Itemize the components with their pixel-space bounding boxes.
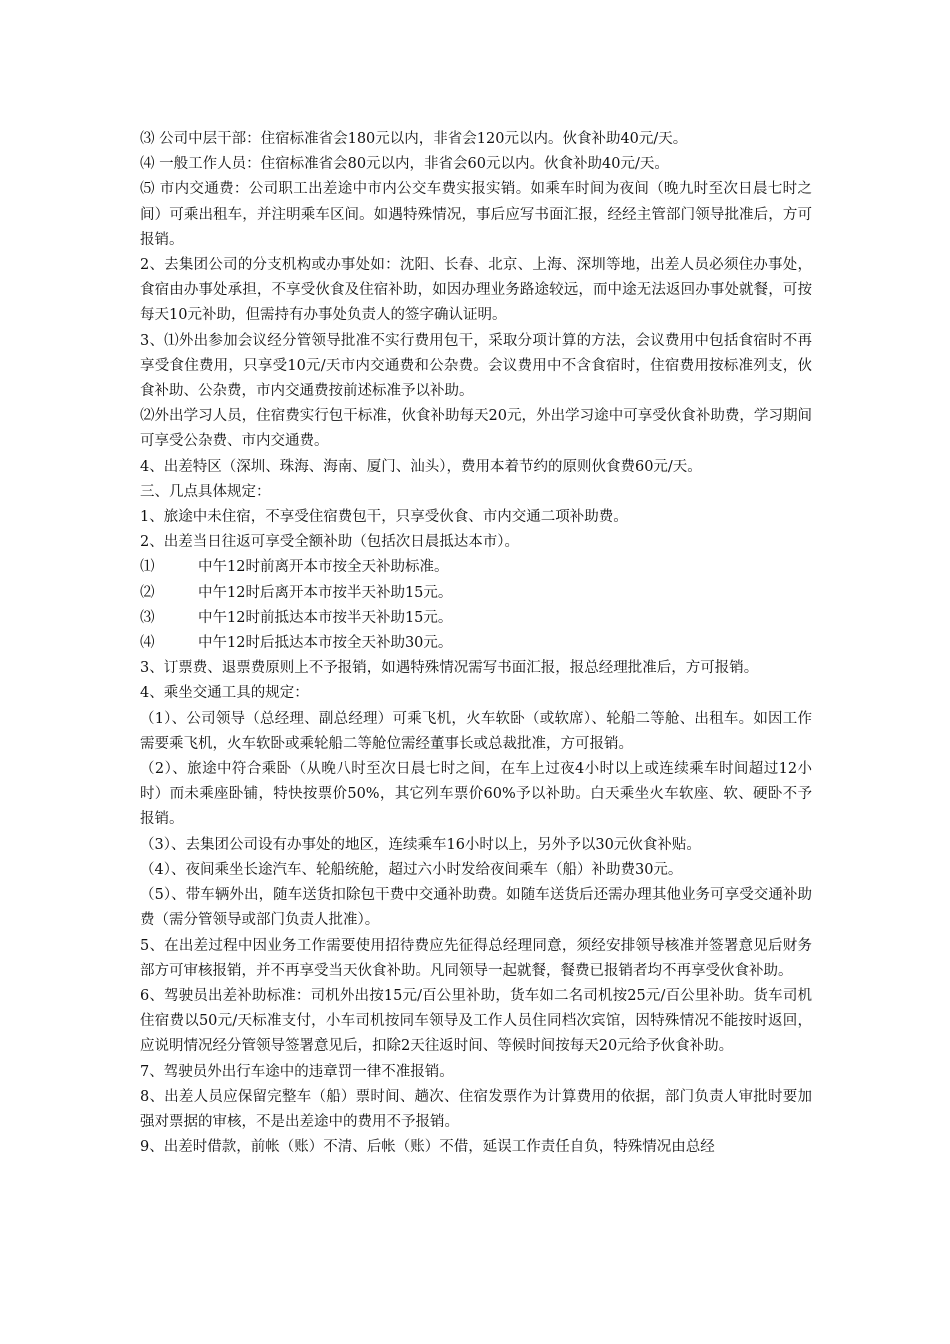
paragraph: 4、出差特区（深圳、珠海、海南、厦门、汕头），费用本着节约的原则伙食费60元/天。: [140, 458, 702, 475]
list-item-text: 中午12时后离开本市按半天补助15元。: [198, 584, 453, 601]
list-item-number: ⑵: [140, 584, 155, 601]
list-item: [140, 631, 812, 656]
paragraph: 1、旅途中未住宿，不享受住宿费包干，只享受伙食、市内交通二项补助费。: [140, 509, 628, 526]
list-item-text: 中午12时前离开本市按全天补助标准。: [198, 559, 449, 576]
paragraph: 3、订票费、退票费原则上不予报销，如遇特殊情况需写书面汇报，报总经理批准后，方可报销。: [140, 660, 759, 677]
paragraph: 7、驾驶员外出行车途中的违章罚一律不准报销。: [140, 1063, 454, 1080]
paragraph: 8、出差人员应保留完整车（船）票时间、趟次、住宿发票作为计算费用的依据，部门负责人审批时要加强对票据的审核，不是出差途中的费用不予报销。: [140, 1088, 812, 1130]
paragraph: 2、去集团公司的分支机构或办事处如：沈阳、长春、北京、上海、深圳等地，出差人员必须住办事处，食宿由办事处承担，不享受伙食及住宿补助，如因办理业务路途较远，而中途无法返回办事处就餐，可按每天10元补助，但需持有办事处负责人的签字确认证明。: [140, 257, 812, 324]
paragraph: 3、⑴外出参加会议经分管领导批准不实行费用包干，采取分项计算的方法，会议费用中包括食宿时不再享受食住费用，只享受10元/天市内交通费和公杂费。会议费用中不含食宿时，住宿费用按标准列支，伙食补助、公杂费，市内交通费按前述标准予以补助。: [140, 332, 812, 400]
list-item-number: ⑴: [140, 559, 155, 576]
paragraph: 9、出差时借款，前帐（账）不清、后帐（账）不借，延误工作责任自负，特殊情况由总经: [140, 1139, 715, 1156]
list-item: [140, 555, 812, 580]
paragraph: 5、在出差过程中因业务工作需要使用招待费应先征得总经理同意，须经安排领导核准并签署意见后财务部方可审核报销，并不再享受当天伙食补助。凡同领导一起就餐，餐费已报销者均不再享受伙食补助。: [140, 937, 812, 979]
list-item-text: 中午12时后抵达本市按全天补助30元。: [198, 635, 453, 652]
list-item-text: 中午12时前抵达本市按半天补助15元。: [198, 609, 453, 626]
paragraph: ⑶ 公司中层干部：住宿标准省会180元以内，非省会120元以内。伙食补助40元/天。: [140, 131, 688, 147]
list-item-number: ⑶: [140, 609, 155, 626]
section-heading: 三、几点具体规定：: [140, 483, 271, 500]
list-item-number: ⑷: [140, 635, 155, 652]
paragraph: （5）、带车辆外出，随车送货扣除包干费中交通补助费。如随车送货后还需办理其他业务可享受交通补助费（需分管领导或部门负责人批准）。: [140, 887, 812, 929]
list-item: [140, 606, 812, 631]
paragraph: （2）、旅途中符合乘卧（从晚八时至次日晨七时之间，在车上过夜4小时以上或连续乘车时间超过12小时）而未乘座卧铺，特快按票价50%，其它列车票价60%予以补助。白天乘坐火车软座、软、硬卧不予报销。: [140, 761, 812, 828]
paragraph: （3）、去集团公司设有办事处的地区，连续乘车16小时以上，另外予以30元伙食补贴。: [140, 836, 701, 853]
paragraph: ⑷ 一般工作人员：住宿标准省会80元以内，非省会60元以内。伙食补助40元/天。: [140, 156, 669, 173]
paragraph: （1）、公司领导（总经理、副总经理）可乘飞机，火车软卧（或软席）、轮船二等舱、出租车。如因工作需要乘飞机，火车软卧或乘轮船二等舱位需经董事长或总裁批准，方可报销。: [140, 710, 812, 752]
paragraph: 6、驾驶员出差补助标准：司机外出按15元/百公里补助，货车如二名司机按25元/百公里补助。货车司机住宿费以50元/天标准支付，小车司机按同车领导及工作人员住同档次宾馆，因特殊情况不能按时返回，应说明情况经分管领导签署意见后，扣除2天往返时间、等候时间按每天20元给予伙食补助。: [140, 987, 812, 1055]
list-item: [140, 581, 812, 606]
paragraph: 4、乘坐交通工具的规定：: [140, 685, 309, 702]
paragraph: ⑵外出学习人员，住宿费实行包干标准，伙食补助每天20元，外出学习途中可享受伙食补助费，学习期间可享受公杂费、市内交通费。: [140, 408, 812, 450]
paragraph: 2、出差当日往返可享受全额补助（包括次日晨抵达本市）。: [140, 534, 519, 551]
paragraph: （4）、夜间乘坐长途汽车、轮船统舱，超过六小时发给夜间乘车（船）补助费30元。: [140, 861, 683, 878]
document-page: [140, 127, 812, 1160]
paragraph: ⑸ 市内交通费：公司职工出差途中市内公交车费实报实销。如乘车时间为夜间（晚九时至次日晨七时之间）可乘出租车，并注明乘车区间。如遇特殊情况，事后应写书面汇报，经经主管部门领导批准后，方可报销。: [140, 181, 812, 248]
